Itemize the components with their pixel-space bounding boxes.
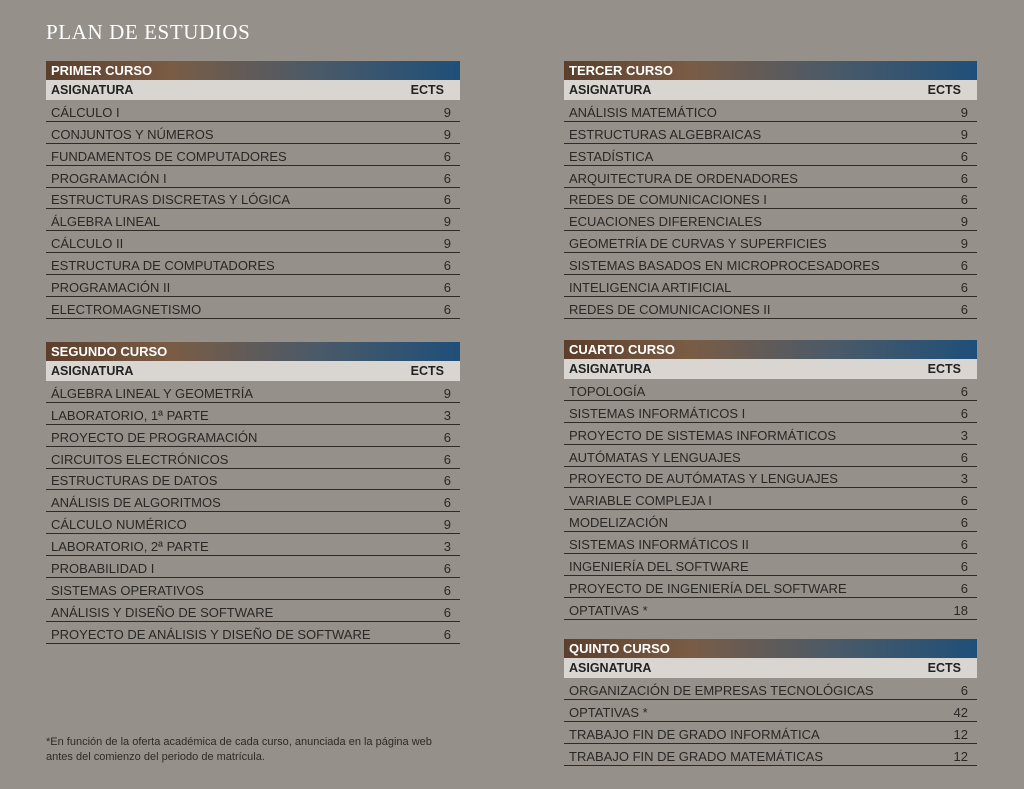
subject-row <box>564 122 977 144</box>
subject-row <box>564 379 977 401</box>
subject-row <box>46 253 460 275</box>
subject-row <box>564 188 977 210</box>
subject-row <box>46 381 460 403</box>
section-header: PRIMER CURSO <box>46 61 460 80</box>
subject-ects: 9 <box>443 104 451 120</box>
subject-ects: 3 <box>960 471 968 487</box>
subject-column-label: ASIGNATURA <box>569 362 652 376</box>
subject-ects: 6 <box>960 559 968 575</box>
subject-ects: 3 <box>443 407 451 423</box>
subject-column-label: ASIGNATURA <box>569 83 652 97</box>
subject-name: GEOMETRÍA DE CURVAS Y SUPERFICIES <box>569 236 827 252</box>
credits-column-label: ECTS <box>927 362 961 376</box>
subject-ects: 6 <box>960 537 968 553</box>
subject-name: ESTRUCTURAS DE DATOS <box>51 473 218 489</box>
subject-name: ANÁLISIS DE ALGORITMOS <box>51 495 221 511</box>
subject-row <box>564 144 977 166</box>
subject-ects: 18 <box>953 602 968 618</box>
subject-row <box>46 512 460 534</box>
subject-ects: 6 <box>443 582 451 598</box>
subject-name: PROBABILIDAD I <box>51 561 155 577</box>
subject-ects: 12 <box>953 748 968 764</box>
subject-name: ECUACIONES DIFERENCIALES <box>569 214 762 230</box>
subject-row <box>564 100 977 122</box>
subject-ects: 6 <box>443 626 451 642</box>
subject-name: PROYECTO DE AUTÓMATAS Y LENGUAJES <box>569 471 838 487</box>
subject-ects: 6 <box>443 604 451 620</box>
subject-ects: 6 <box>960 580 968 596</box>
subject-row <box>564 166 977 188</box>
column-header-row <box>564 359 977 379</box>
subject-name: ESTRUCTURAS ALGEBRAICAS <box>569 126 762 142</box>
subject-row <box>564 253 977 275</box>
subject-row <box>46 297 460 319</box>
credits-column-label: ECTS <box>927 83 961 97</box>
subject-name: ARQUITECTURA DE ORDENADORES <box>569 170 798 186</box>
subject-name: OPTATIVAS * <box>569 602 648 618</box>
subject-name: ORGANIZACIÓN DE EMPRESAS TECNOLÓGICAS <box>569 682 874 698</box>
subject-list <box>564 678 977 766</box>
subject-list <box>46 100 460 319</box>
subject-ects: 6 <box>443 192 451 208</box>
subject-name: PROYECTO DE SISTEMAS INFORMÁTICOS <box>569 427 837 443</box>
subject-column-label: ASIGNATURA <box>51 364 134 378</box>
subject-name: SISTEMAS INFORMÁTICOS I <box>569 405 746 421</box>
subject-row <box>46 534 460 556</box>
subject-name: PROYECTO DE ANÁLISIS Y DISEÑO DE SOFTWARE <box>51 626 371 642</box>
subject-ects: 3 <box>960 427 968 443</box>
subject-ects: 6 <box>443 429 451 445</box>
subject-row <box>46 490 460 512</box>
subject-row <box>46 447 460 469</box>
subject-list <box>564 379 977 620</box>
subject-list <box>46 381 460 644</box>
subject-row <box>46 275 460 297</box>
subject-row <box>564 275 977 297</box>
subject-ects: 6 <box>960 280 968 296</box>
subject-row <box>46 100 460 122</box>
section-header: CUARTO CURSO <box>564 340 977 359</box>
subject-ects: 12 <box>953 726 968 742</box>
subject-row <box>564 231 977 253</box>
subject-list <box>564 100 977 319</box>
subject-ects: 6 <box>960 170 968 186</box>
subject-ects: 6 <box>960 383 968 399</box>
subject-ects: 9 <box>443 236 451 252</box>
subject-ects: 6 <box>960 301 968 317</box>
subject-name: MODELIZACIÓN <box>569 515 668 531</box>
subject-ects: 6 <box>443 495 451 511</box>
subject-row <box>564 576 977 598</box>
subject-name: SISTEMAS OPERATIVOS <box>51 582 204 598</box>
footnote-line: antes del comienzo del periodo de matrícula. <box>46 751 265 763</box>
subject-row <box>564 423 977 445</box>
subject-row <box>46 188 460 210</box>
section-cuarto-curso <box>564 340 977 620</box>
subject-ects: 6 <box>443 301 451 317</box>
subject-name: SISTEMAS BASADOS EN MICROPROCESADORES <box>569 258 880 274</box>
section-header: QUINTO CURSO <box>564 639 977 658</box>
subject-ects: 3 <box>443 539 451 555</box>
subject-ects: 6 <box>960 515 968 531</box>
subject-column-label: ASIGNATURA <box>569 661 652 675</box>
subject-ects: 9 <box>443 126 451 142</box>
subject-ects: 6 <box>443 473 451 489</box>
section-quinto-curso <box>564 639 977 766</box>
credits-column-label: ECTS <box>927 661 961 675</box>
subject-ects: 6 <box>960 192 968 208</box>
subject-name: PROGRAMACIÓN II <box>51 280 171 296</box>
subject-row <box>564 744 977 766</box>
subject-ects: 9 <box>960 126 968 142</box>
subject-ects: 9 <box>443 517 451 533</box>
subject-name: ESTADÍSTICA <box>569 148 654 164</box>
subject-name: REDES DE COMUNICACIONES I <box>569 192 767 208</box>
subject-row <box>564 467 977 489</box>
subject-row <box>564 297 977 319</box>
subject-ects: 6 <box>443 148 451 164</box>
subject-name: TRABAJO FIN DE GRADO INFORMÁTICA <box>569 726 820 742</box>
subject-ects: 6 <box>960 493 968 509</box>
subject-name: ÁLGEBRA LINEAL Y GEOMETRÍA <box>51 385 254 401</box>
section-primer-curso <box>46 61 460 319</box>
subject-ects: 9 <box>443 214 451 230</box>
subject-row <box>564 488 977 510</box>
subject-name: ANÁLISIS MATEMÁTICO <box>569 104 717 120</box>
subject-name: CONJUNTOS Y NÚMEROS <box>51 126 214 142</box>
subject-row <box>564 554 977 576</box>
subject-name: CÁLCULO I <box>51 104 120 120</box>
subject-name: INTELIGENCIA ARTIFICIAL <box>569 280 732 296</box>
subject-name: CÁLCULO NUMÉRICO <box>51 517 187 533</box>
subject-ects: 9 <box>960 104 968 120</box>
subject-row <box>564 722 977 744</box>
subject-ects: 9 <box>960 214 968 230</box>
subject-row <box>46 556 460 578</box>
credits-column-label: ECTS <box>410 364 444 378</box>
column-header-row <box>46 80 460 100</box>
subject-name: INGENIERÍA DEL SOFTWARE <box>569 559 749 575</box>
subject-row <box>46 403 460 425</box>
subject-row <box>46 166 460 188</box>
subject-name: ELECTROMAGNETISMO <box>51 301 202 317</box>
column-header-row <box>46 361 460 381</box>
subject-ects: 6 <box>443 451 451 467</box>
credits-column-label: ECTS <box>410 83 444 97</box>
subject-name: PROGRAMACIÓN I <box>51 170 167 186</box>
subject-row <box>564 510 977 532</box>
subject-name: FUNDAMENTOS DE COMPUTADORES <box>51 148 287 164</box>
subject-ects: 9 <box>960 236 968 252</box>
subject-row <box>564 401 977 423</box>
subject-name: OPTATIVAS * <box>569 704 648 720</box>
footnote <box>46 735 466 765</box>
subject-name: TOPOLOGÍA <box>569 383 646 399</box>
subject-row <box>46 209 460 231</box>
subject-row <box>564 678 977 700</box>
subject-ects: 6 <box>960 449 968 465</box>
subject-ects: 6 <box>960 405 968 421</box>
subject-ects: 6 <box>960 148 968 164</box>
subject-name: REDES DE COMUNICACIONES II <box>569 301 771 317</box>
subject-name: LABORATORIO, 1ª PARTE <box>51 407 209 423</box>
subject-name: ESTRUCTURAS DISCRETAS Y LÓGICA <box>51 192 291 208</box>
subject-row <box>46 469 460 491</box>
column-header-row <box>564 658 977 678</box>
subject-row <box>564 209 977 231</box>
subject-row <box>46 600 460 622</box>
page-title: PLAN DE ESTUDIOS <box>46 20 251 44</box>
subject-ects: 9 <box>443 385 451 401</box>
subject-column-label: ASIGNATURA <box>51 83 134 97</box>
subject-row <box>564 445 977 467</box>
subject-name: CÁLCULO II <box>51 236 124 252</box>
subject-ects: 6 <box>443 561 451 577</box>
subject-name: ESTRUCTURA DE COMPUTADORES <box>51 258 275 274</box>
subject-name: VARIABLE COMPLEJA I <box>569 493 712 509</box>
subject-row <box>46 144 460 166</box>
section-header: TERCER CURSO <box>564 61 977 80</box>
subject-ects: 6 <box>443 170 451 186</box>
subject-name: PROYECTO DE INGENIERÍA DEL SOFTWARE <box>569 580 847 596</box>
subject-name: AUTÓMATAS Y LENGUAJES <box>569 449 741 465</box>
section-segundo-curso <box>46 342 460 644</box>
section-header: SEGUNDO CURSO <box>46 342 460 361</box>
subject-row <box>46 622 460 644</box>
subject-ects: 6 <box>960 258 968 274</box>
subject-name: PROYECTO DE PROGRAMACIÓN <box>51 429 258 445</box>
column-header-row <box>564 80 977 100</box>
subject-row <box>46 231 460 253</box>
subject-row <box>46 578 460 600</box>
subject-row <box>564 700 977 722</box>
subject-name: LABORATORIO, 2ª PARTE <box>51 539 209 555</box>
subject-ects: 6 <box>443 258 451 274</box>
subject-row <box>46 122 460 144</box>
subject-row <box>564 598 977 620</box>
subject-ects: 6 <box>960 682 968 698</box>
subject-ects: 6 <box>443 280 451 296</box>
subject-name: ANÁLISIS Y DISEÑO DE SOFTWARE <box>51 604 274 620</box>
subject-row <box>564 532 977 554</box>
footnote-line: *En función de la oferta académica de cada curso, anunciada en la página web <box>46 736 432 748</box>
subject-name: ÁLGEBRA LINEAL <box>51 214 161 230</box>
subject-row <box>46 425 460 447</box>
subject-name: SISTEMAS INFORMÁTICOS II <box>569 537 749 553</box>
section-tercer-curso <box>564 61 977 319</box>
subject-name: CIRCUITOS ELECTRÓNICOS <box>51 451 229 467</box>
subject-name: TRABAJO FIN DE GRADO MATEMÁTICAS <box>569 748 824 764</box>
subject-ects: 42 <box>953 704 968 720</box>
